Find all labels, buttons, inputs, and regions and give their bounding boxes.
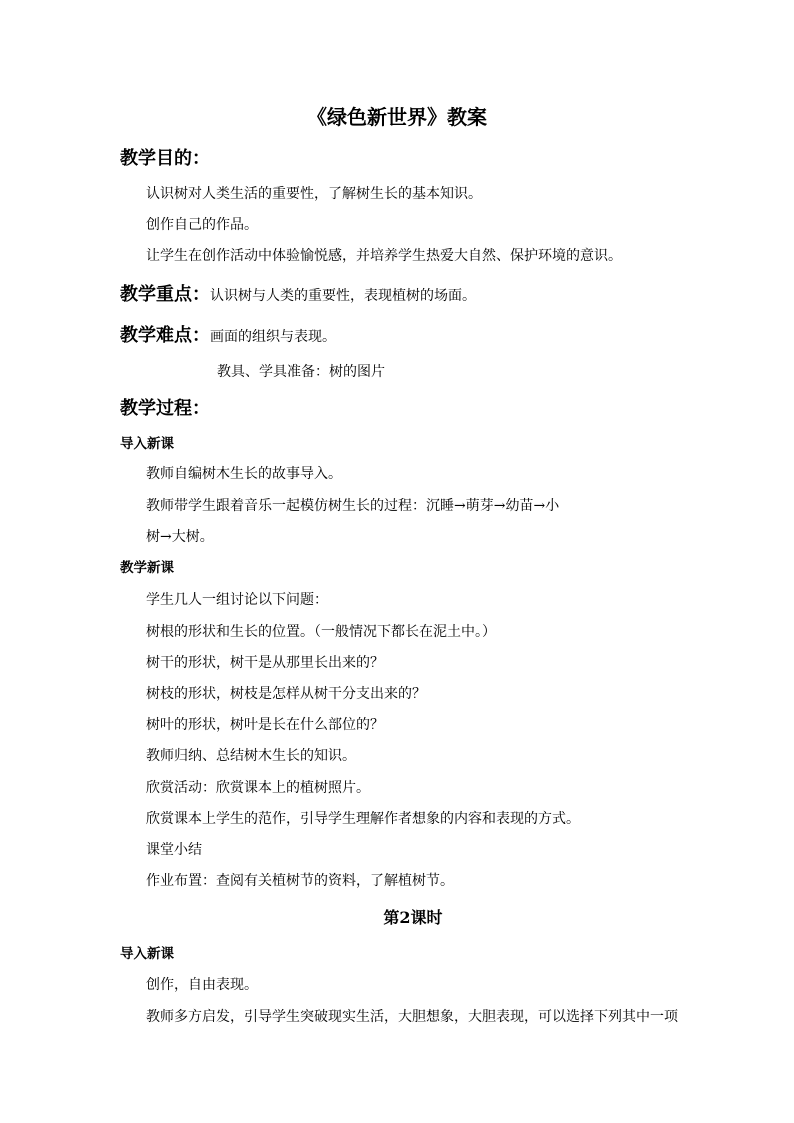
intro-2-line-2: 教师多方启发，引导学生突破现实生活，大胆想象，大胆表现，可以选择下列其中一项 bbox=[146, 1009, 678, 1025]
difficulty-text: 画面的组织与表现。 bbox=[210, 329, 336, 345]
intro-line-3: 树→大树。 bbox=[146, 529, 214, 545]
new-line-7: 欣赏活动：欣赏课本上的植树照片。 bbox=[146, 780, 370, 796]
difficulty-row bbox=[120, 327, 336, 345]
intro-line-1: 教师自编树木生长的故事导入。 bbox=[146, 466, 342, 482]
materials-line: 教具、学具准备：树的图片 bbox=[217, 364, 385, 380]
intro-line-2: 教师带学生跟着音乐一起模仿树生长的过程：沉睡→萌芽→幼苗→小 bbox=[146, 498, 560, 514]
key-points-row bbox=[120, 286, 476, 304]
document-title: 《绿色新世界》教案 bbox=[307, 105, 487, 129]
new-line-5: 树叶的形状，树叶是长在什么部位的？ bbox=[146, 717, 384, 733]
goal-line-2: 创作自己的作品。 bbox=[146, 217, 258, 233]
goal-line-1: 认识树对人类生活的重要性，了解树生长的基本知识。 bbox=[146, 186, 482, 202]
key-points-heading: 教学重点： bbox=[120, 284, 210, 305]
new-line-2: 树根的形状和生长的位置。（一般情况下都长在泥土中。） bbox=[146, 624, 496, 640]
new-line-4: 树枝的形状，树枝是怎样从树干分支出来的？ bbox=[146, 686, 426, 702]
goal-line-3: 让学生在创作活动中体验愉悦感，并培养学生热爱大自然、保护环境的意识。 bbox=[146, 248, 622, 264]
new-line-9: 课堂小结 bbox=[146, 842, 202, 858]
new-line-1: 学生几人一组讨论以下问题： bbox=[146, 592, 328, 608]
intro-heading: 导入新课 bbox=[120, 436, 174, 452]
new-line-8: 欣赏课本上学生的范作，引导学生理解作者想象的内容和表现的方式。 bbox=[146, 811, 580, 827]
new-line-6: 教师归纳、总结树木生长的知识。 bbox=[146, 748, 356, 764]
new-line-3: 树干的形状，树干是从那里长出来的？ bbox=[146, 655, 384, 671]
process-heading: 教学过程： bbox=[120, 398, 210, 419]
new-line-10: 作业布置：查阅有关植树节的资料，了解植树节。 bbox=[146, 873, 454, 889]
new-lesson-heading: 教学新课 bbox=[120, 560, 174, 576]
goals-heading: 教学目的： bbox=[120, 148, 210, 169]
key-points-text: 认识树与人类的重要性，表现植树的场面。 bbox=[210, 288, 476, 304]
difficulty-heading: 教学难点： bbox=[120, 325, 210, 346]
lesson-2-heading: 第2课时 bbox=[383, 908, 443, 927]
intro-2-line-1: 创作，自由表现。 bbox=[146, 977, 258, 993]
intro-2-heading: 导入新课 bbox=[120, 946, 174, 962]
